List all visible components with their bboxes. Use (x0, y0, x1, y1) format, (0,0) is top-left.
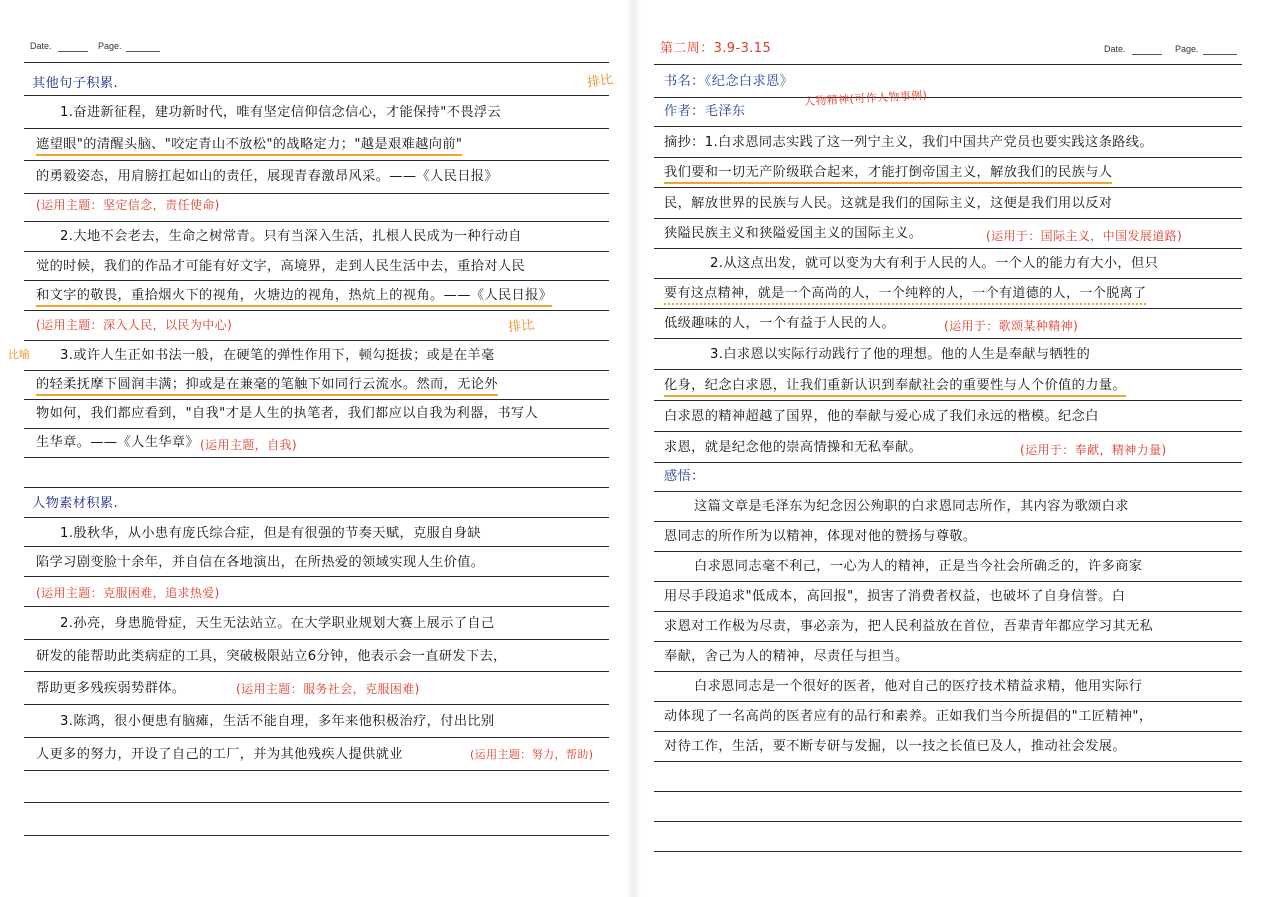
ruled-line (654, 701, 1242, 702)
text-line: 的轻柔抚摩下圆润丰满；抑或是在兼毫的笔触下如同行云流水。然而，无论外 (36, 376, 498, 396)
ruled-line (24, 737, 609, 738)
week-label: 第二周：3.9-3.15 (660, 41, 772, 56)
ruled-line (654, 308, 1242, 309)
ruled-line (654, 187, 1242, 188)
ruled-line (24, 546, 609, 547)
ruled-line (24, 62, 609, 63)
text-line: 白求恩同志毫不利己，一心为人的精神，正是当今社会所确乏的，许多商家 (694, 559, 1143, 574)
text-line: 2.从这点出发，就可以变为大有利于人民的人。一个人的能力有大小，但只 (710, 256, 1159, 271)
ruled-line (24, 221, 609, 222)
text-line: 这篇文章是毛泽东为纪念因公殉职的白求恩同志所作，其内容为歌颂白求 (694, 499, 1129, 514)
ruled-line (654, 97, 1242, 98)
ruled-line (24, 457, 609, 458)
ruled-line (654, 641, 1242, 642)
usage-tag: (运用主题：深入人民，以民为中心) (36, 318, 233, 332)
ruled-line (654, 248, 1242, 249)
section-title-characters: 人物素材积累. (32, 496, 119, 511)
ruled-line (654, 791, 1242, 792)
text-line: 陷学习剧变脸十余年，并自信在各地演出，在所热爱的领域实现人生价值。 (36, 555, 485, 570)
ruled-line (654, 521, 1242, 522)
ruled-line (654, 671, 1242, 672)
text-line: 觉的时候，我们的作品才可能有好文字，高境界，走到人民生活中去，重拾对人民 (36, 259, 526, 274)
annotation-paibi: 排比 (507, 317, 535, 336)
ruled-line (654, 338, 1242, 339)
ruled-line (654, 431, 1242, 432)
ruled-line (24, 128, 609, 129)
ruled-line (654, 126, 1242, 127)
page-label: Page. (98, 41, 122, 51)
text-line: 帮助更多残疾弱势群体。 (36, 681, 186, 696)
text-line: 研发的能帮助此类病症的工具，突破极限站立6分钟，他表示会一直研发下去， (36, 649, 507, 664)
text-line: 狭隘民族主义和狭隘爱国主义的国际主义。 (664, 226, 923, 241)
ruled-line (24, 487, 609, 488)
text-line: 白求恩的精神超越了国界，他的奉献与爱心成了我们永远的楷模。纪念白 (664, 409, 1099, 424)
text-line: 动体现了一名高尚的医者应有的品行和素养。正如我们当今所提倡的"工匠精神"， (664, 709, 1153, 724)
text-line: 的勇毅姿态，用肩膀扛起如山的责任，展现青春激昂风采。——《人民日报》 (36, 169, 498, 184)
ruled-line (654, 369, 1242, 370)
usage-tag: (运用主题：坚定信念，责任使命) (36, 198, 220, 212)
text-line: 我们要和一切无产阶级联合起来，才能打倒帝国主义，解放我们的民族与人 (664, 164, 1112, 184)
text-line: 生华章。——《人生华章》 (36, 435, 200, 450)
ruled-line (654, 462, 1242, 463)
ruled-line (654, 551, 1242, 552)
ruled-line (24, 704, 609, 705)
ruled-line (24, 671, 609, 672)
annotation-biyu: 比喻 (8, 348, 30, 361)
usage-tag: (运用主题，自我) (200, 438, 297, 452)
ruled-line (24, 95, 609, 96)
date-label: Date. (30, 41, 52, 51)
text-line: 化身，纪念白求恩，让我们重新认识到奉献社会的重要性与人个价值的力量。 (664, 377, 1126, 397)
ruled-line (24, 770, 609, 771)
text-line: 求恩，就是纪念他的崇高情操和无私奉献。 (664, 440, 923, 455)
ruled-line (24, 606, 609, 607)
text-line: 白求恩同志是一个很好的医者，他对自己的医疗技术精益求精，他用实际行 (694, 679, 1143, 694)
ruled-line (654, 491, 1242, 492)
ruled-line (654, 731, 1242, 732)
text-line: 1.奋进新征程，建功新时代，唯有坚定信仰信念信心，才能保持"不畏浮云 (60, 105, 502, 120)
ruled-line (24, 310, 609, 311)
ruled-line (24, 160, 609, 161)
text-line: 用尽手段追求"低成本，高回报"，损害了消费者权益，也破坏了自身信誉。白 (664, 589, 1126, 604)
ruled-line (24, 576, 609, 577)
ruled-line (654, 218, 1242, 219)
text-line: 2.孙亮，身患脆骨症，天生无法站立。在大学职业规划大赛上展示了自己 (60, 616, 495, 631)
ruled-line (24, 639, 609, 640)
text-line: 民，解放世界的民族与人民。这就是我们的国际主义，这便是我们用以反对 (664, 196, 1113, 211)
section-title-sentences: 其他句子积累. (32, 76, 119, 91)
text-line: 3.陈鸿，很小便患有脑瘫，生活不能自理，多年来他积极治疗，付出比别 (60, 714, 495, 729)
ruled-line (24, 835, 609, 836)
ruled-line (24, 399, 609, 400)
text-line: 遮望眼"的清醒头脑、"咬定青山不放松"的战略定力；"越是艰难越向前" (36, 136, 462, 156)
ruled-line (24, 280, 609, 281)
usage-tag: (运用于：奉献，精神力量) (1020, 443, 1167, 457)
usage-tag: (运用于：歌颂某种精神) (944, 319, 1079, 333)
text-line: 1.殷秋华，从小患有庞氏综合症，但是有很强的节奏天赋，克服自身缺 (60, 526, 482, 541)
ruled-line (24, 370, 609, 371)
thought-title: 感悟： (664, 469, 705, 484)
usage-tag: (运用主题：努力，帮助) (470, 748, 594, 761)
ruled-line (654, 157, 1242, 158)
text-line: 奉献，舍己为人的精神，尽责任与担当。 (664, 649, 909, 664)
ruled-line (654, 581, 1242, 582)
text-line: 求恩对工作极为尽责，事必亲为，把人民利益放在首位，吾辈青年都应学习其无私 (664, 619, 1154, 634)
page-underline (1203, 54, 1237, 55)
text-line: 要有这点精神，就是一个高尚的人，一个纯粹的人，一个有道德的人，一个脱离了 (664, 285, 1146, 305)
text-line: 3.白求恩以实际行动践行了他的理想。他的人生是奉献与牺牲的 (710, 347, 1091, 362)
text-line: 3.或许人生正如书法一般，在硬笔的弹性作用下，顿勾挺拔；或是在羊毫 (60, 348, 495, 363)
text-line: 低级趣味的人，一个有益于人民的人。 (664, 316, 895, 331)
ruled-line (654, 851, 1242, 852)
ruled-line (654, 821, 1242, 822)
ruled-line (24, 340, 609, 341)
book-note: 人物精神(可作人物事例) (803, 88, 928, 109)
usage-tag: (运用主题：克服困难，追求热爱) (36, 586, 220, 600)
right-page (634, 0, 1268, 897)
ruled-line (24, 517, 609, 518)
usage-tag: (运用主题：服务社会，克服困难) (236, 682, 420, 696)
date-underline (1132, 54, 1162, 55)
text-line: 恩同志的所作所为以精神，体现对他的赞扬与尊敬。 (664, 529, 977, 544)
ruled-line (654, 64, 1242, 65)
ruled-line (24, 193, 609, 194)
text-line: 和文字的敬畏，重拾烟火下的视角，火塘边的视角，热炕上的视角。——《人民日报》 (36, 287, 552, 307)
author-line: 作者：毛泽东 (664, 104, 746, 119)
ruled-line (24, 251, 609, 252)
text-line: 物如何，我们都应看到，"自我"才是人生的执笔者，我们都应以自我为利器，书写人 (36, 406, 539, 421)
ruled-line (654, 400, 1242, 401)
text-line: 摘抄：1.白求恩同志实践了这一列宁主义，我们中国共产党员也要实践这条路线。 (664, 135, 1153, 150)
text-line: 2.大地不会老去，生命之树常青。只有当深入生活，扎根人民成为一种行动自 (60, 229, 522, 244)
usage-tag: (运用于：国际主义，中国发展道路) (986, 229, 1183, 243)
ruled-line (654, 278, 1242, 279)
book-title: 书名：《纪念白求恩》 (664, 74, 794, 89)
text-line: 对待工作，生活，要不断专研与发掘，以一技之长值已及人，推动社会发展。 (664, 739, 1126, 754)
page-underline (126, 51, 160, 52)
annotation-paibi: 排比 (586, 72, 615, 91)
ruled-line (654, 761, 1242, 762)
page-label: Page. (1175, 44, 1199, 54)
ruled-line (24, 428, 609, 429)
text-line: 人更多的努力，开设了自己的工厂，并为其他残疾人提供就业 (36, 747, 403, 762)
date-label: Date. (1104, 44, 1126, 54)
ruled-line (654, 611, 1242, 612)
ruled-line (24, 802, 609, 803)
date-underline (58, 51, 88, 52)
